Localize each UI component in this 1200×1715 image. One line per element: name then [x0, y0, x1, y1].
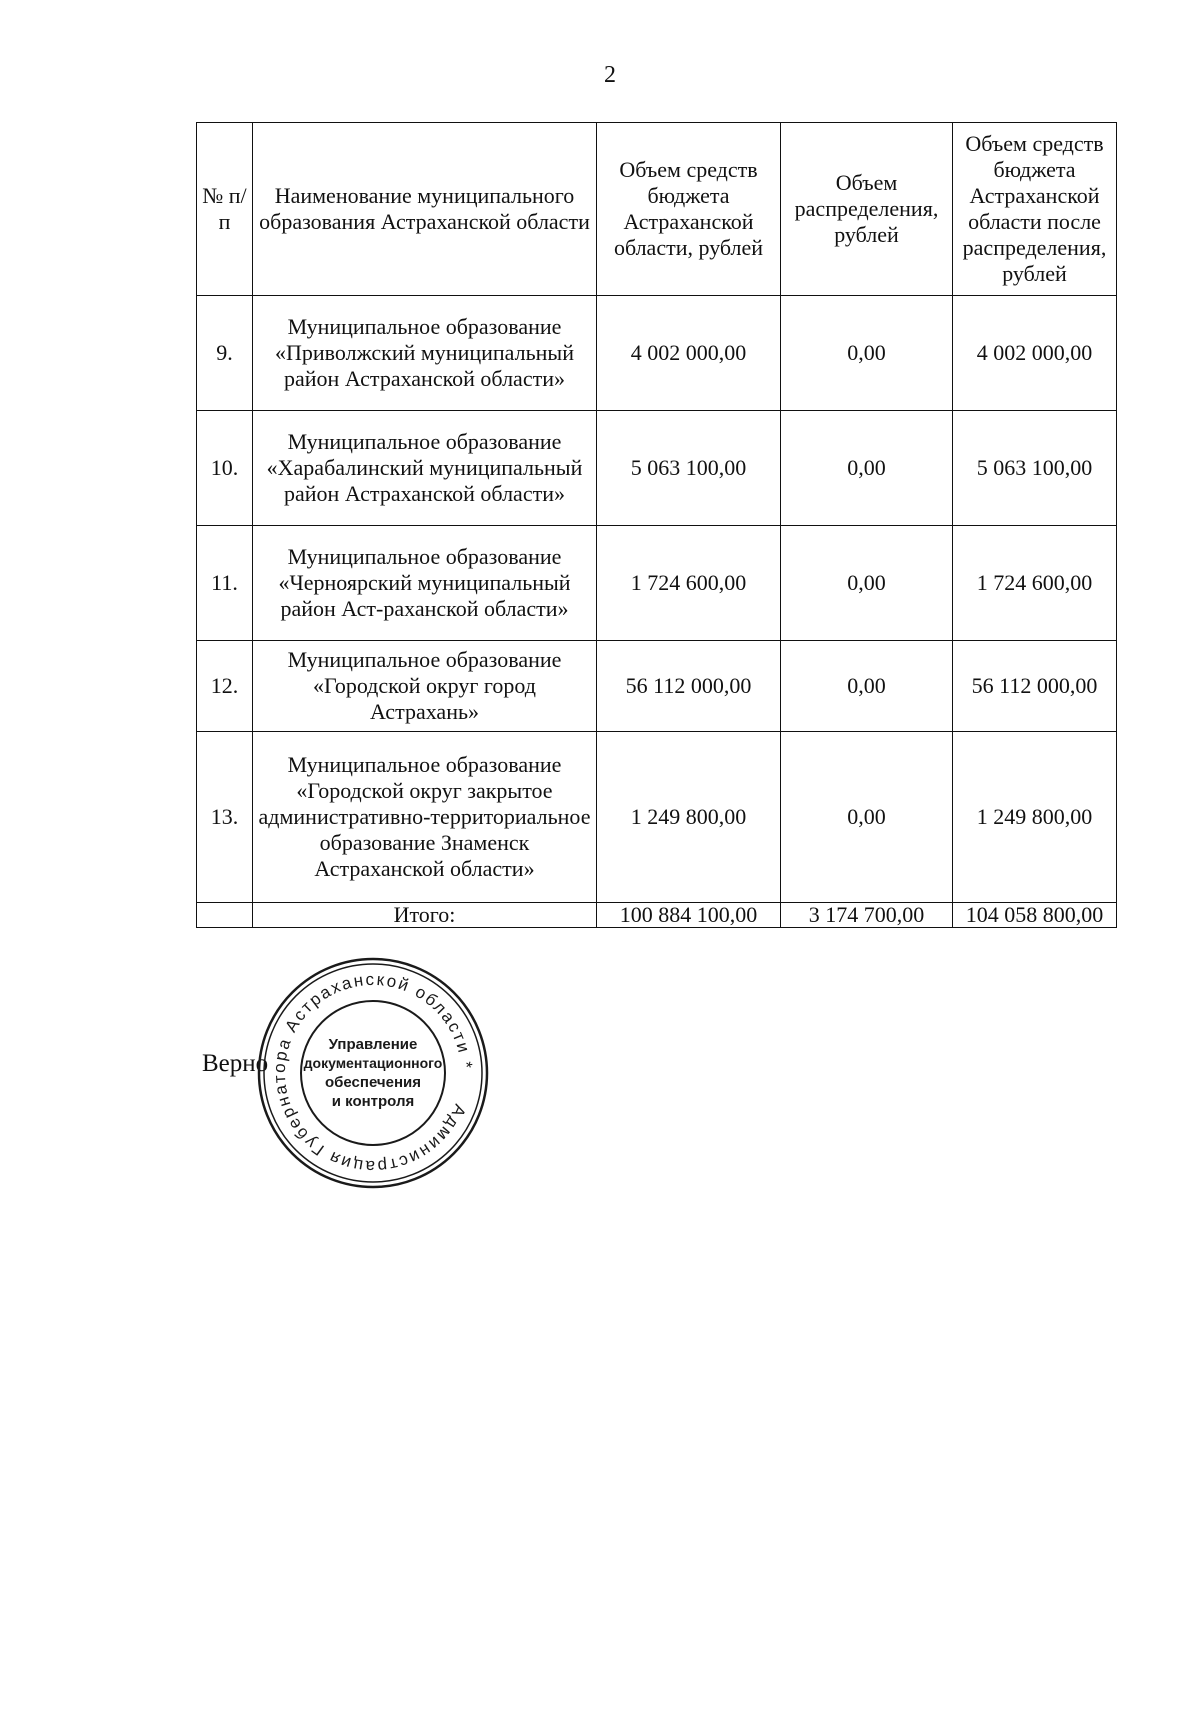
header-distribution-amount: Объем распределения, рублей	[781, 123, 953, 296]
budget-amount: 56 112 000,00	[597, 641, 781, 732]
distribution-amount: 0,00	[781, 526, 953, 641]
row-number: 13.	[197, 732, 253, 903]
municipality-name: Муниципальное образование «Черноярский муниципальный район Аст-раханской области»	[253, 526, 597, 641]
municipality-name: Муниципальное образование «Харабалинский муниципальный район Астраханской области»	[253, 411, 597, 526]
total-distribution-amount: 3 174 700,00	[781, 903, 953, 928]
total-row	[197, 903, 1117, 928]
page-number: 2	[604, 62, 616, 88]
municipality-name: Муниципальное образование «Городской округ город Астрахань»	[253, 641, 597, 732]
budget-amount: 5 063 100,00	[597, 411, 781, 526]
after-distribution-amount: 56 112 000,00	[953, 641, 1117, 732]
municipality-name: Муниципальное образование «Городской округ закрытое административно-территориальное образование Знаменск Астраханской области»	[253, 732, 597, 903]
after-distribution-amount: 5 063 100,00	[953, 411, 1117, 526]
seal-center-line-3: обеспечения	[324, 1074, 422, 1091]
table-header-row	[197, 123, 1117, 296]
municipality-name: Муниципальное образование «Приволжский муниципальный район Астраханской области»	[253, 296, 597, 411]
table-row	[197, 411, 1117, 526]
header-municipality-name: Наименование муниципального образования Астраханской области	[253, 123, 597, 296]
official-seal-stamp	[253, 953, 493, 1193]
budget-distribution-table	[196, 122, 1117, 928]
seal-center-line-4: и контроля	[331, 1093, 415, 1110]
seal-center-line-2: документационного	[303, 1055, 443, 1071]
seal-ring-text: Администрация Губернатора Астраханской области *	[269, 969, 477, 1177]
budget-amount: 4 002 000,00	[597, 296, 781, 411]
distribution-amount: 0,00	[781, 732, 953, 903]
distribution-amount: 0,00	[781, 411, 953, 526]
seal-center-line-1: Управление	[328, 1036, 418, 1053]
distribution-amount: 0,00	[781, 641, 953, 732]
table-row	[197, 296, 1117, 411]
table-row	[197, 732, 1117, 903]
header-budget-after-distribution: Объем средств бюджета Астраханской области после распределения, рублей	[953, 123, 1117, 296]
budget-amount: 1 724 600,00	[597, 526, 781, 641]
after-distribution-amount: 1 724 600,00	[953, 526, 1117, 641]
budget-amount: 1 249 800,00	[597, 732, 781, 903]
verno-certification-label: Верно	[202, 1050, 269, 1077]
total-after-distribution-amount: 104 058 800,00	[953, 903, 1117, 928]
seal-graphic	[253, 953, 493, 1193]
header-budget-amount: Объем средств бюджета Астраханской области, рублей	[597, 123, 781, 296]
row-number: 9.	[197, 296, 253, 411]
total-label: Итого:	[253, 903, 597, 928]
header-number: № п/п	[197, 123, 253, 296]
total-budget-amount: 100 884 100,00	[597, 903, 781, 928]
total-empty-cell	[197, 903, 253, 928]
table-row	[197, 526, 1117, 641]
table-row	[197, 641, 1117, 732]
after-distribution-amount: 4 002 000,00	[953, 296, 1117, 411]
after-distribution-amount: 1 249 800,00	[953, 732, 1117, 903]
row-number: 10.	[197, 411, 253, 526]
row-number: 11.	[197, 526, 253, 641]
svg-text:Администрация Губернатора Астр	[253, 953, 493, 1193]
row-number: 12.	[197, 641, 253, 732]
distribution-amount: 0,00	[781, 296, 953, 411]
